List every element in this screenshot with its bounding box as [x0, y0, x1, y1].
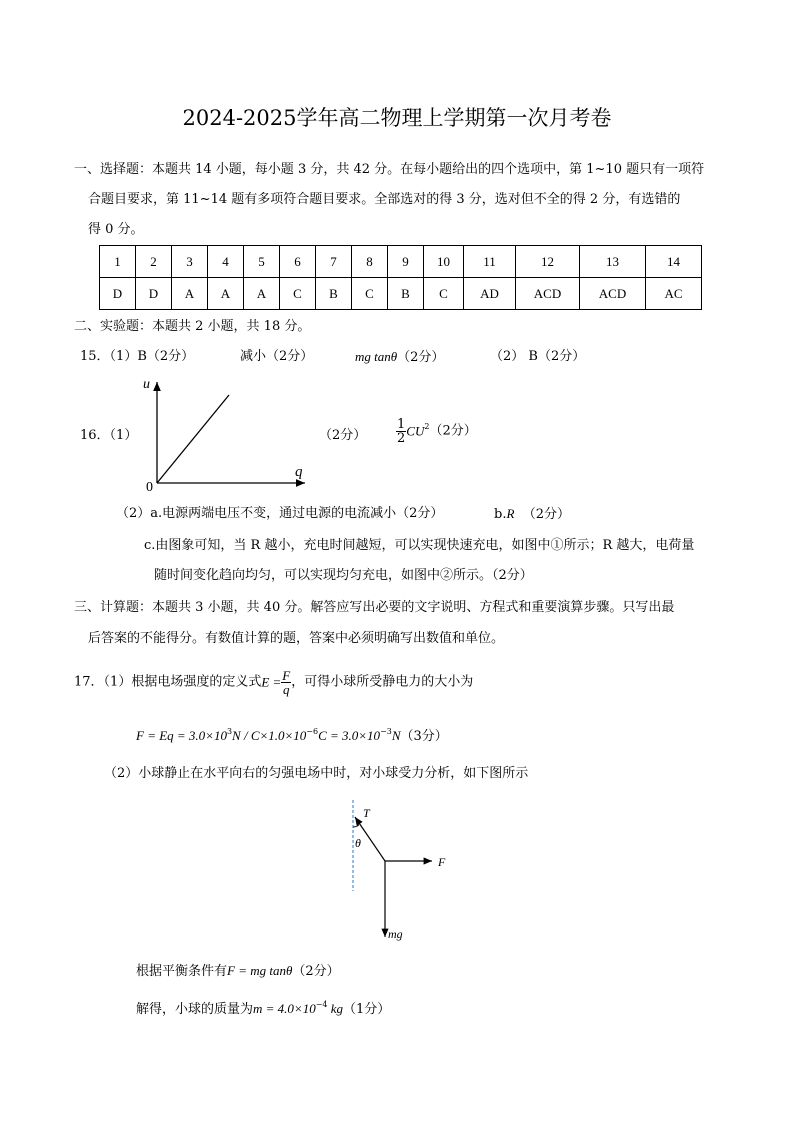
- question-number: 12: [516, 246, 580, 278]
- question-number: 3: [172, 246, 208, 278]
- eq1-part-d: N: [391, 728, 401, 743]
- answer-cell: C: [424, 278, 464, 310]
- eq2-formula: F = mg tanθ: [227, 963, 293, 978]
- tension-label: T: [363, 806, 370, 820]
- q17-equation2: [136, 962, 340, 981]
- q15-part1-answer3: [355, 348, 444, 367]
- eq2-score: （2分）: [292, 964, 340, 979]
- eq1-sup-c: −3: [380, 727, 392, 736]
- fraction-one-half: [396, 418, 406, 445]
- eq3-formula: m = 4.0×10: [253, 1001, 316, 1016]
- answer-table: [99, 245, 702, 310]
- answer-cell: ACD: [516, 278, 580, 310]
- q16-part2b: [494, 505, 570, 524]
- q17-e-fraction: [281, 669, 291, 696]
- eq1-sup-b: −6: [306, 727, 319, 736]
- answer-cell: C: [352, 278, 388, 310]
- q17-equation1: [136, 727, 448, 747]
- q15-part1-answer2: 减小（2分）: [240, 349, 314, 364]
- q17-force-diagram: [330, 795, 470, 945]
- q16-part2b-var: R: [506, 506, 515, 521]
- q16-part2a: （2）a.电源两端电压不变，通过电源的电流减小（2分）: [116, 506, 444, 521]
- answer-cell: D: [100, 278, 136, 310]
- q16-part2c-line1: c.由图象可知，当 R 越小，充电时间越短，可以实现快速充电，如图中①所示；R 越大，电荷量: [144, 538, 695, 553]
- answer-cell: B: [388, 278, 424, 310]
- question-number: 11: [464, 246, 516, 278]
- answer-cell: B: [316, 278, 352, 310]
- section1-line3: 得 0 分。: [88, 222, 144, 237]
- fraction-numerator: 1: [397, 417, 406, 432]
- answer-cell: ACD: [580, 278, 646, 310]
- answer-cell: C: [280, 278, 316, 310]
- eq1-score: （3分）: [400, 729, 448, 744]
- origin-label: 0: [146, 480, 153, 494]
- angle-arc: [353, 825, 359, 827]
- q17-equation3: [136, 1000, 390, 1020]
- eq3-exponent: −4: [315, 1000, 328, 1009]
- section3-line1: 三、计算题：本题共 3 小题，共 40 分。解答应写出必要的文字说明、方程式和重要演算步骤。只写出最: [74, 600, 675, 615]
- question-number: 6: [280, 246, 316, 278]
- eq3-score: （1分）: [343, 1002, 391, 1017]
- q16-score1: （2分）: [319, 428, 367, 443]
- q16-part2b-score: （2分）: [522, 507, 570, 522]
- fraction-denominator: 2: [397, 431, 406, 446]
- page-title: 2024-2025学年高二物理上学期第一次月考卷: [182, 106, 612, 130]
- q17-part1-pre: 17．（1）根据电场强度的定义式: [74, 674, 262, 690]
- eq1-part-c: C = 3.0×10: [318, 728, 381, 743]
- question-number: 14: [646, 246, 702, 278]
- q15-formula: mg tanθ: [355, 349, 398, 364]
- q16-part2c-line2: 随时间变化趋向均匀，可以实现均匀充电，如图中②所示。（2分）: [154, 568, 533, 583]
- q16-score2: （2分）: [429, 423, 477, 439]
- q15-formula-score: （2分）: [397, 350, 445, 365]
- eq3-unit: kg: [327, 1001, 344, 1016]
- question-number: 9: [388, 246, 424, 278]
- answer-cell: A: [244, 278, 280, 310]
- question-number: 1: [100, 246, 136, 278]
- q17-frac-num: F: [282, 668, 291, 683]
- q17-part2: （2）小球静止在水平向右的匀强电场中时，对小球受力分析，如下图所示: [104, 766, 529, 781]
- answer-cell: AC: [646, 278, 702, 310]
- weight-label: mg: [388, 927, 403, 941]
- q15-part2: （2） B（2分）: [490, 349, 586, 364]
- section1-line1: 一、选择题：本题共 14 小题，每小题 3 分，共 42 分。在每小题给出的四个选项中，第 1~10 题只有一项符: [74, 162, 705, 177]
- section2-heading: 二、实验题：本题共 2 小题，共 18 分。: [74, 319, 311, 334]
- q17-e-lhs: E =: [261, 674, 282, 690]
- y-axis-label: u: [143, 377, 150, 392]
- angle-label: θ: [355, 836, 361, 850]
- q17-part1-post: ，可得小球所受静电力的大小为: [291, 674, 474, 690]
- q16-part2b-label: b.: [494, 507, 507, 522]
- q16-label: 16．（1）: [80, 428, 138, 443]
- answer-cell: A: [172, 278, 208, 310]
- eq2-pre: 根据平衡条件有: [136, 964, 228, 979]
- force-label: F: [438, 855, 446, 869]
- expr-cu: CU: [406, 423, 425, 439]
- q15-part1: 15．（1）B（2分）: [80, 349, 195, 364]
- x-axis-label: q: [295, 464, 303, 480]
- q16-u-q-graph: [135, 372, 315, 494]
- expr-exponent: 2: [424, 422, 430, 431]
- question-number: 2: [136, 246, 172, 278]
- proportional-line: [157, 395, 229, 483]
- eq1-part-a: F = Eq = 3.0×10: [136, 728, 227, 743]
- q16-energy-expression: [396, 418, 477, 445]
- answer-cell: AD: [464, 278, 516, 310]
- eq3-pre: 解得，小球的质量为: [136, 1002, 254, 1017]
- answer-cell: A: [208, 278, 244, 310]
- q17-frac-den: q: [283, 682, 290, 697]
- section3-line2: 后答案的不能得分。有数值计算的题，答案中必须明确写出数值和单位。: [88, 631, 505, 646]
- question-number: 10: [424, 246, 464, 278]
- question-number: 13: [580, 246, 646, 278]
- question-number: 5: [244, 246, 280, 278]
- question-number: 4: [208, 246, 244, 278]
- question-number: 7: [316, 246, 352, 278]
- question-number: 8: [352, 246, 388, 278]
- answer-cell: D: [136, 278, 172, 310]
- answer-table-number-row: [100, 246, 702, 278]
- answer-table-answer-row: [100, 278, 702, 310]
- section1-line2: 合题目要求，第 11~14 题有多项符合题目要求。全部选对的得 3 分，选对但不全的得 2 分，有选错的: [88, 192, 681, 207]
- eq1-sup-a: 3: [226, 727, 233, 736]
- eq1-part-b: N / C×1.0×10: [232, 728, 307, 743]
- q17-part1: [74, 669, 473, 696]
